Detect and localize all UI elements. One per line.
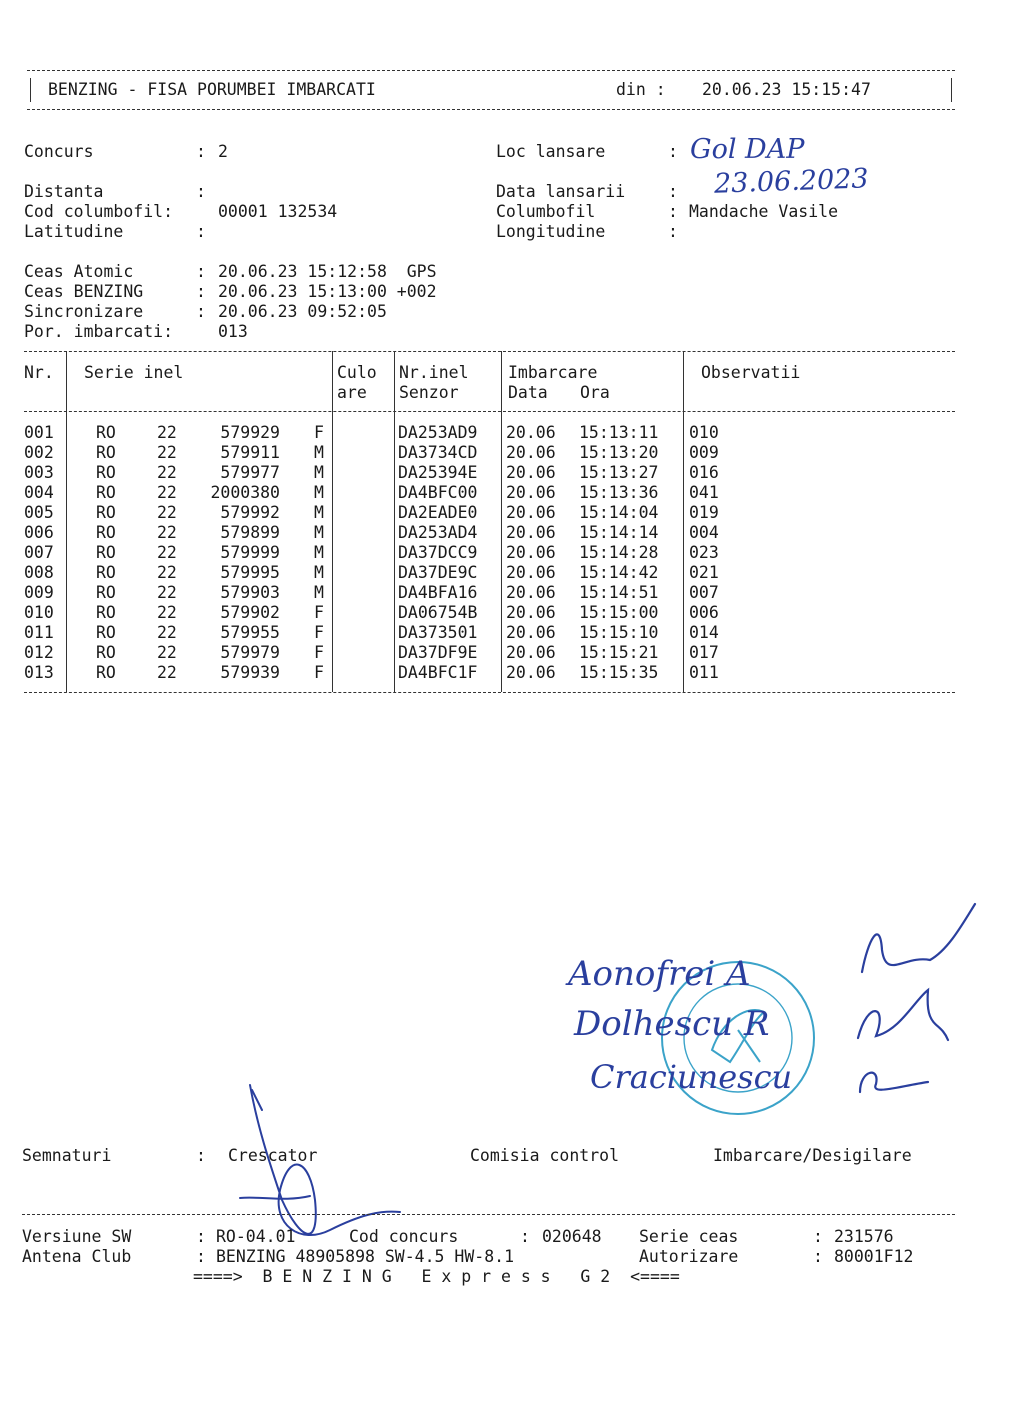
cell-sex: M xyxy=(314,483,324,502)
cell-sex: M xyxy=(314,463,324,482)
sincronizare-colon: : xyxy=(196,302,206,321)
ceas-benzing-colon: : xyxy=(196,282,206,301)
col-header-culoare-2: are xyxy=(337,383,367,402)
ceas-benzing-label: Ceas BENZING xyxy=(24,282,144,301)
cell-obs: 017 xyxy=(689,643,719,662)
cell-country: RO xyxy=(96,623,116,642)
cell-date: 20.06 xyxy=(506,583,556,602)
cell-sensor: DA253AD4 xyxy=(398,523,478,542)
cell-obs: 014 xyxy=(689,623,719,642)
cell-nr: 005 xyxy=(24,503,54,522)
cell-obs: 006 xyxy=(689,603,719,622)
cell-sex: M xyxy=(314,583,324,602)
cell-ring: 579992 xyxy=(220,503,280,522)
distanta-label: Distanta xyxy=(24,182,104,201)
cell-date: 20.06 xyxy=(506,643,556,662)
cell-country: RO xyxy=(96,543,116,562)
cell-country: RO xyxy=(96,583,116,602)
cell-sensor: DA37DE9C xyxy=(398,563,478,582)
cell-date: 20.06 xyxy=(506,423,556,442)
cell-year: 22 xyxy=(157,623,177,642)
cell-nr: 004 xyxy=(24,483,54,502)
header-date-value: 20.06.23 15:15:47 xyxy=(702,80,871,99)
cell-sensor: DA2EADE0 xyxy=(398,503,478,522)
footer-separator xyxy=(22,1214,955,1215)
cell-obs: 041 xyxy=(689,483,719,502)
cell-obs: 011 xyxy=(689,663,719,682)
cell-country: RO xyxy=(96,483,116,502)
columbofil-label: Columbofil xyxy=(496,202,596,221)
longitudine-label: Longitudine xyxy=(496,222,606,241)
cell-date: 20.06 xyxy=(506,603,556,622)
latitudine-colon: : xyxy=(196,222,206,241)
col-header-data: Data xyxy=(508,383,548,402)
cell-obs: 009 xyxy=(689,443,719,462)
loc-lansare-label: Loc lansare xyxy=(496,142,606,161)
latitudine-label: Latitudine xyxy=(24,222,124,241)
cell-year: 22 xyxy=(157,503,177,522)
cell-obs: 007 xyxy=(689,583,719,602)
cell-ring: 579977 xyxy=(220,463,280,482)
autorizare-label: Autorizare xyxy=(639,1247,739,1266)
versiune-sw-colon: : xyxy=(196,1227,206,1246)
data-lansarii-colon: : xyxy=(668,182,678,201)
antena-club-value: BENZING 48905898 SW-4.5 HW-8.1 xyxy=(216,1247,515,1266)
cell-sex: M xyxy=(314,503,324,522)
cell-sensor: DA4BFA16 xyxy=(398,583,478,602)
cell-date: 20.06 xyxy=(506,463,556,482)
cell-sex: F xyxy=(314,423,324,442)
cell-ring: 579903 xyxy=(220,583,280,602)
cell-nr: 012 xyxy=(24,643,54,662)
distanta-colon: : xyxy=(196,182,206,201)
cell-time: 15:13:20 xyxy=(579,443,659,462)
cell-ring: 579899 xyxy=(220,523,280,542)
antena-club-colon: : xyxy=(196,1247,206,1266)
cell-country: RO xyxy=(96,643,116,662)
cell-year: 22 xyxy=(157,563,177,582)
col-header-ora: Ora xyxy=(580,383,610,402)
cell-date: 20.06 xyxy=(506,523,556,542)
comisia-control-label: Comisia control xyxy=(470,1146,620,1165)
antena-club-label: Antena Club xyxy=(22,1247,132,1266)
loc-lansare-handwritten: Gol DAP xyxy=(690,134,805,165)
cell-country: RO xyxy=(96,663,116,682)
cell-obs: 010 xyxy=(689,423,719,442)
cell-country: RO xyxy=(96,603,116,622)
cell-year: 22 xyxy=(157,423,177,442)
serie-ceas-colon: : xyxy=(813,1227,823,1246)
col-header-nr: Nr. xyxy=(24,363,54,382)
cell-year: 22 xyxy=(157,583,177,602)
cell-country: RO xyxy=(96,503,116,522)
cell-sensor: DA373501 xyxy=(398,623,478,642)
ceas-atomic-value: 20.06.23 15:12:58 GPS xyxy=(218,262,437,281)
cell-time: 15:14:42 xyxy=(579,563,659,582)
cell-year: 22 xyxy=(157,663,177,682)
cell-time: 15:15:35 xyxy=(579,663,659,682)
cell-date: 20.06 xyxy=(506,483,556,502)
cell-time: 15:14:14 xyxy=(579,523,659,542)
versiune-sw-value: RO-04.01 xyxy=(216,1227,296,1246)
concurs-label: Concurs xyxy=(24,142,94,161)
cell-year: 22 xyxy=(157,603,177,622)
handwritten-name-1: Aonofrei A xyxy=(568,954,751,994)
ceas-benzing-value: 20.06.23 15:13:00 +002 xyxy=(218,282,437,301)
right-signatures xyxy=(858,904,975,1092)
handwritten-name-3: Craciunescu xyxy=(590,1058,793,1096)
header-date-label: din : xyxy=(616,80,666,99)
cell-sensor: DA4BFC00 xyxy=(398,483,478,502)
concurs-value: 2 xyxy=(218,142,228,161)
col-header-imbarcare: Imbarcare xyxy=(508,363,598,382)
cell-sensor: DA37DF9E xyxy=(398,643,478,662)
cell-time: 15:14:28 xyxy=(579,543,659,562)
longitudine-colon: : xyxy=(668,222,678,241)
cell-country: RO xyxy=(96,423,116,442)
cell-sex: M xyxy=(314,563,324,582)
versiune-sw-label: Versiune SW xyxy=(22,1227,132,1246)
cell-year: 22 xyxy=(157,443,177,462)
cell-sensor: DA37DCC9 xyxy=(398,543,478,562)
cell-ring: 2000380 xyxy=(210,483,280,502)
autorizare-value: 80001F12 xyxy=(834,1247,914,1266)
benzing-express-banner: ====> B E N Z I N G E x p r e s s G 2 <==== xyxy=(193,1267,680,1286)
cell-sex: M xyxy=(314,443,324,462)
cell-obs: 019 xyxy=(689,503,719,522)
serie-ceas-label: Serie ceas xyxy=(639,1227,739,1246)
loc-lansare-colon: : xyxy=(668,142,678,161)
semnaturi-label: Semnaturi xyxy=(22,1146,112,1165)
porumbei-imbarcati-label: Por. imbarcati: xyxy=(24,322,174,341)
cell-time: 15:13:11 xyxy=(579,423,659,442)
cell-nr: 011 xyxy=(24,623,54,642)
crescator-label: Crescator xyxy=(228,1146,318,1165)
porumbei-imbarcati-value: 013 xyxy=(218,322,248,341)
col-header-inel-2: Senzor xyxy=(399,383,459,402)
cell-time: 15:13:27 xyxy=(579,463,659,482)
cell-year: 22 xyxy=(157,483,177,502)
cell-nr: 002 xyxy=(24,443,54,462)
cell-obs: 004 xyxy=(689,523,719,542)
cell-date: 20.06 xyxy=(506,623,556,642)
cell-country: RO xyxy=(96,563,116,582)
cell-time: 15:13:36 xyxy=(579,483,659,502)
cell-year: 22 xyxy=(157,543,177,562)
autorizare-colon: : xyxy=(813,1247,823,1266)
cell-obs: 021 xyxy=(689,563,719,582)
cell-nr: 001 xyxy=(24,423,54,442)
cell-sex: M xyxy=(314,523,324,542)
col-header-observatii: Observatii xyxy=(701,363,801,382)
handwritten-name-2: Dolhescu R xyxy=(574,1004,770,1044)
col-header-culoare-1: Culo xyxy=(337,363,377,382)
cell-sex: F xyxy=(314,663,324,682)
cell-time: 15:14:04 xyxy=(579,503,659,522)
cell-date: 20.06 xyxy=(506,563,556,582)
cell-sensor: DA3734CD xyxy=(398,443,478,462)
cell-sensor: DA06754B xyxy=(398,603,478,622)
col-header-inel-1: Nr.inel xyxy=(399,363,469,382)
data-lansarii-handwritten: 23.06.2023 xyxy=(713,163,870,200)
columbofil-colon: : xyxy=(668,202,678,221)
serie-ceas-value: 231576 xyxy=(834,1227,894,1246)
cell-year: 22 xyxy=(157,643,177,662)
cell-obs: 023 xyxy=(689,543,719,562)
cell-nr: 003 xyxy=(24,463,54,482)
cell-sex: F xyxy=(314,623,324,642)
cell-sensor: DA4BFC1F xyxy=(398,663,478,682)
cell-sex: F xyxy=(314,603,324,622)
cell-time: 15:15:10 xyxy=(579,623,659,642)
cell-sex: M xyxy=(314,543,324,562)
sincronizare-value: 20.06.23 09:52:05 xyxy=(218,302,387,321)
cell-date: 20.06 xyxy=(506,503,556,522)
cell-sex: F xyxy=(314,643,324,662)
ceas-atomic-label: Ceas Atomic xyxy=(24,262,134,281)
cell-nr: 013 xyxy=(24,663,54,682)
data-lansarii-label: Data lansarii xyxy=(496,182,626,201)
cell-nr: 008 xyxy=(24,563,54,582)
cod-columbofil-label: Cod columbofil: xyxy=(24,202,174,221)
semnaturi-colon: : xyxy=(196,1146,206,1165)
cell-obs: 016 xyxy=(689,463,719,482)
cell-ring: 579939 xyxy=(220,663,280,682)
cell-time: 15:15:21 xyxy=(579,643,659,662)
cell-ring: 579911 xyxy=(220,443,280,462)
cell-ring: 579955 xyxy=(220,623,280,642)
cell-time: 15:14:51 xyxy=(579,583,659,602)
cell-country: RO xyxy=(96,463,116,482)
cell-ring: 579929 xyxy=(220,423,280,442)
imbarcare-desigilare-label: Imbarcare/Desigilare xyxy=(713,1146,912,1165)
columbofil-value: Mandache Vasile xyxy=(689,202,839,221)
cell-year: 22 xyxy=(157,463,177,482)
ceas-atomic-colon: : xyxy=(196,262,206,281)
cell-ring: 579995 xyxy=(220,563,280,582)
cell-sensor: DA25394E xyxy=(398,463,478,482)
sincronizare-label: Sincronizare xyxy=(24,302,144,321)
cell-nr: 009 xyxy=(24,583,54,602)
cod-concurs-value: 020648 xyxy=(542,1227,602,1246)
cell-date: 20.06 xyxy=(506,663,556,682)
col-header-serie: Serie inel xyxy=(84,363,184,382)
cod-concurs-label: Cod concurs xyxy=(349,1227,459,1246)
cell-time: 15:15:00 xyxy=(579,603,659,622)
cell-country: RO xyxy=(96,523,116,542)
cell-nr: 010 xyxy=(24,603,54,622)
cell-nr: 007 xyxy=(24,543,54,562)
cod-columbofil-value: 00001 132534 xyxy=(218,202,338,221)
cod-concurs-colon: : xyxy=(520,1227,530,1246)
cell-date: 20.06 xyxy=(506,443,556,462)
cell-ring: 579999 xyxy=(220,543,280,562)
concurs-colon: : xyxy=(196,142,206,161)
cell-date: 20.06 xyxy=(506,543,556,562)
cell-ring: 579902 xyxy=(220,603,280,622)
cell-country: RO xyxy=(96,443,116,462)
cell-sensor: DA253AD9 xyxy=(398,423,478,442)
cell-ring: 579979 xyxy=(220,643,280,662)
cell-nr: 006 xyxy=(24,523,54,542)
document-title: BENZING - FISA PORUMBEI IMBARCATI xyxy=(48,80,376,99)
cell-year: 22 xyxy=(157,523,177,542)
